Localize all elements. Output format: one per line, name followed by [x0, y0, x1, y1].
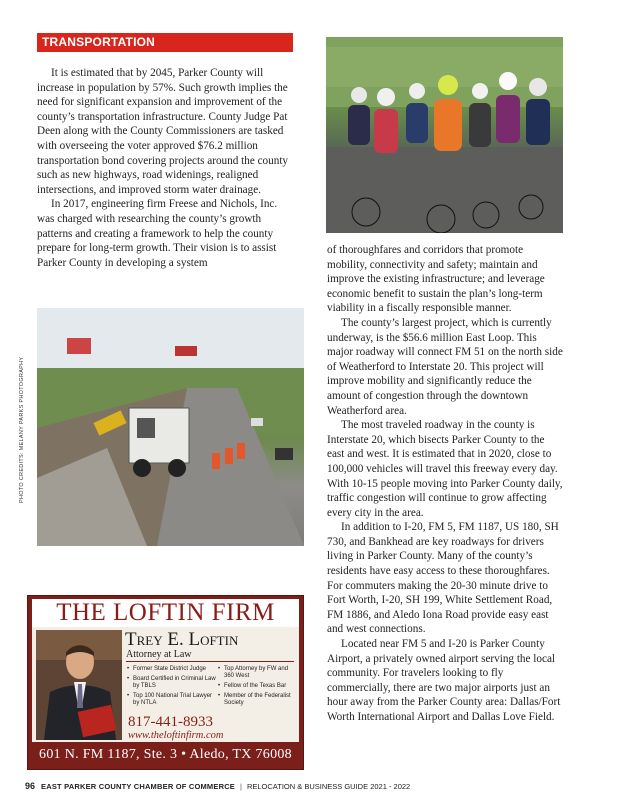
credentials-list-left [127, 666, 219, 710]
lawyer-portrait-illustration [36, 630, 122, 740]
lawyer-title: Attorney at Law [126, 649, 192, 660]
paragraph: In addition to I-20, FM 5, FM 1187, US 180, SH 730, and Bankhead are key roadways for drivers living in Parker County. Many of the county’s residents have easy access to these thoroughfares. For commuters making the 20-30 minute drive to Fort Worth, I-20, SH 199, White Settlement Road, FM 1886, and Aledo Iona Road provide easy east and west connections. [327, 521, 559, 636]
credential-item: • Top Attorney by FW and 360 West [218, 666, 298, 680]
ad-website-link[interactable]: www.theloftinfirm.com [128, 730, 224, 741]
paragraph: Located near FM 5 and I-20 is Parker County Airport, a privately owned airport serving the local community. For travelers looking to fly commercially, there are two major airports just an hour away from the Parker County area: Dallas/Fort Worth International Airport and Dallas Love Field. [327, 638, 561, 723]
footer-organization: EAST PARKER COUNTY CHAMBER OF COMMERCE [41, 782, 236, 791]
credential-item: • Top 100 National Trial Lawyer by NTLA [127, 693, 219, 707]
paragraph: The county’s largest project, which is currently underway, is the $56.6 million East Loop. This major roadway will connect FM 51 on the north side of Weatherford to Interstate 20. This project will improve mobility and significantly reduce the amount of congestion through the downtown Weatherford area. [327, 316, 563, 417]
section-title: TRANSPORTATION [37, 33, 293, 52]
road-construction-photo [37, 308, 304, 546]
paragraph: It is estimated that by 2045, Parker County will increase in population by 57%. Such growth implies the need for significant expansion and improvement of the county’s transportation infrastructure. County Judge Pat Deen along with the County Commissioners are tasked with overseeing the voter approved $76.2 million transportation bond covering projects around the county such as new highways, road widenings, realigned intersections, and improved storm water drainage. [37, 67, 289, 196]
left-column [37, 66, 295, 270]
loftin-firm-ad[interactable] [27, 595, 304, 770]
credential-item: • Member of the Federalist Society [218, 693, 298, 707]
paragraph: In 2017, engineering firm Freese and Nichols, Inc. was charged with researching the county’s growth patterns and creating a framework to help the county prepare for long-term growth. Their vision is to assist Parker County in developing a system [37, 198, 278, 269]
cyclists-illustration [326, 37, 563, 233]
ad-phone[interactable]: 817-441-8933 [128, 714, 213, 730]
page-number: 96 [25, 781, 36, 791]
credential-item: • Board Certified in Criminal Law by TBLS [127, 676, 219, 690]
credentials-list-right [218, 666, 298, 710]
ad-body [32, 627, 299, 742]
footer-separator: | [240, 782, 242, 791]
footer-publication: RELOCATION & BUSINESS GUIDE 2021 - 2022 [246, 782, 411, 791]
paragraph: The most traveled roadway in the county is Interstate 20, which bisects Parker County to the east and west. It is estimated that in 2020, close to 100,000 vehicles will travel this freeway every day. With 10-15 people moving into Parker County daily, traffic congestion will continue to grow affecting every city in the area. [327, 419, 563, 519]
photo-credit: PHOTO CREDITS: MELANY PARKS PHOTOGRAPHY [19, 356, 25, 504]
page-footer [25, 779, 585, 793]
ad-header [32, 599, 299, 627]
right-column [327, 243, 563, 725]
lawyer-portrait [36, 630, 122, 740]
credential-item: • Former State District Judge [127, 666, 219, 673]
ad-address: 601 N. FM 1187, Ste. 3 • Aledo, TX 76008 [39, 747, 292, 762]
credential-item: • Fellow of the Texas Bar [218, 683, 298, 690]
paragraph: of thoroughfares and corridors that promote mobility, connectivity and safety; maintain and improve the existing infrastructure; and leverage economic benefit to sustain the plan’s long-term viability in a fiscally responsible manner. [327, 244, 545, 315]
firm-name: THE LOFTIN FIRM [56, 599, 275, 626]
divider [126, 661, 294, 662]
cyclists-photo [326, 37, 563, 233]
lawyer-name: Trey E. Loftin [125, 629, 239, 650]
road-construction-illustration [37, 308, 304, 546]
